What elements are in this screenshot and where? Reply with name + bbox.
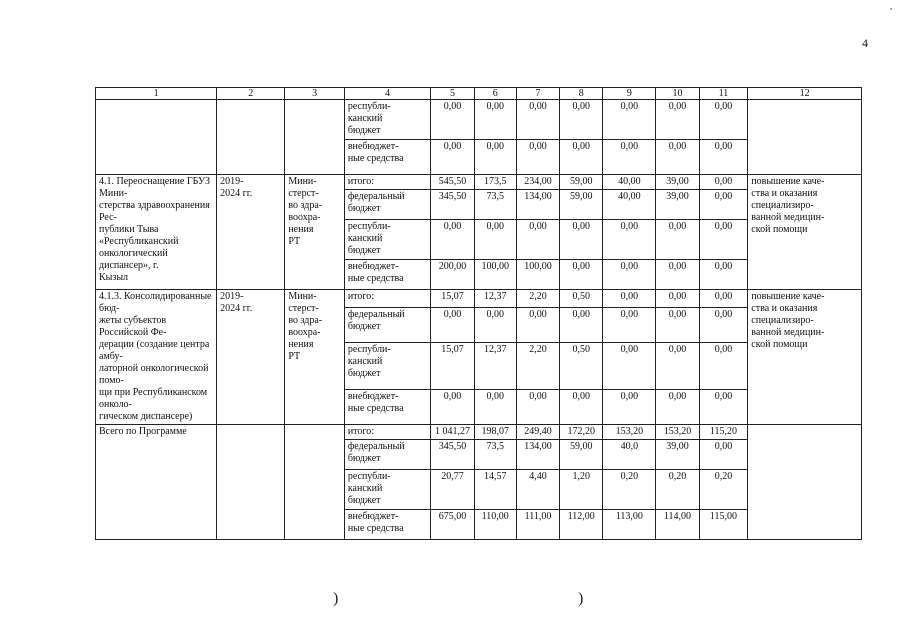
value-cell: 0,00 [656,290,699,308]
value-cell: 39,00 [656,190,699,220]
value-cell: 0,00 [560,260,603,290]
value-cell: 0,00 [474,100,516,140]
handwritten-mark: ) [333,590,339,607]
source-cell: итого: [344,175,431,190]
cont-title-cell [96,100,217,175]
value-cell: 0,00 [431,100,474,140]
value-cell: 40,00 [603,175,656,190]
value-cell: 0,50 [560,290,603,308]
total-period-cell [217,425,285,540]
value-cell: 14,57 [474,470,516,510]
value-cell: 40,00 [603,190,656,220]
value-cell: 114,00 [656,510,699,540]
value-cell: 234,00 [516,175,559,190]
value-cell: 39,00 [656,175,699,190]
value-cell: 0,00 [431,220,474,260]
value-cell: 0,00 [603,290,656,308]
value-cell: 12,37 [474,290,516,308]
header-cell: 9 [603,88,656,100]
table-row [96,100,862,140]
source-cell: республи- канский бюджет [344,100,431,140]
value-cell: 173,5 [474,175,516,190]
value-cell: 0,00 [431,307,474,342]
source-cell: федеральный бюджет [344,440,431,470]
value-cell: 0,00 [560,307,603,342]
header-cell: 1 [96,88,217,100]
value-cell: 153,20 [603,425,656,440]
value-cell: 0,00 [516,100,559,140]
value-cell: 73,5 [474,190,516,220]
table-row [96,290,862,308]
value-cell: 0,00 [656,220,699,260]
value-cell: 545,50 [431,175,474,190]
value-cell: 112,00 [560,510,603,540]
measure-period: 2019- 2024 гг. [217,175,285,290]
table-row [96,425,862,440]
total-result-cell [748,425,862,540]
value-cell: 0,00 [603,389,656,424]
value-cell: 0,20 [699,470,748,510]
value-cell: 345,50 [431,440,474,470]
source-cell: внебюджет- ные средства [344,140,431,175]
header-cell: 2 [217,88,285,100]
value-cell: 115,20 [699,425,748,440]
value-cell: 12,37 [474,342,516,389]
value-cell: 0,00 [474,389,516,424]
value-cell: 0,00 [603,307,656,342]
header-cell: 8 [560,88,603,100]
value-cell: 0,00 [516,140,559,175]
header-cell: 3 [285,88,345,100]
value-cell: 0,00 [699,140,748,175]
value-cell: 113,00 [603,510,656,540]
source-cell: внебюджет- ные средства [344,260,431,290]
header-cell: 6 [474,88,516,100]
value-cell: 0,00 [474,220,516,260]
value-cell: 0,00 [603,342,656,389]
value-cell: 0,00 [699,307,748,342]
value-cell: 100,00 [474,260,516,290]
value-cell: 0,00 [699,190,748,220]
program-funding-table [95,87,862,540]
value-cell: 200,00 [431,260,474,290]
value-cell: 2,20 [516,342,559,389]
value-cell: 1,20 [560,470,603,510]
value-cell: 0,00 [656,100,699,140]
value-cell: 134,00 [516,440,559,470]
value-cell: 20,77 [431,470,474,510]
value-cell: 111,00 [516,510,559,540]
value-cell: 0,00 [656,140,699,175]
value-cell: 0,00 [560,100,603,140]
value-cell: 0,00 [699,175,748,190]
value-cell: 0,00 [699,389,748,424]
value-cell: 153,20 [656,425,699,440]
value-cell: 172,20 [560,425,603,440]
handwritten-mark: ) [578,590,584,607]
value-cell: 0,00 [431,389,474,424]
total-executor-cell [285,425,345,540]
measure-result: повышение каче- ства и оказания специализиро- ванной медицин- ской помощи [748,175,862,290]
value-cell: 59,00 [560,440,603,470]
value-cell: 0,00 [699,342,748,389]
value-cell: 0,00 [603,140,656,175]
value-cell: 134,00 [516,190,559,220]
source-cell: республи- канский бюджет [344,220,431,260]
measure-executor: Мини- стерст- во здра- воохра- нения РТ [285,175,345,290]
header-cell: 7 [516,88,559,100]
value-cell: 0,00 [516,220,559,260]
value-cell: 0,00 [516,307,559,342]
value-cell: 0,00 [656,260,699,290]
value-cell: 4,40 [516,470,559,510]
header-cell: 4 [344,88,431,100]
measure-title: 4.1. Переоснащение ГБУЗ Мини- стерства здравоохранения Рес- публики Тыва «Республиканский онкологический диспансер», г. Кызыл [96,175,217,290]
cont-period-cell [217,100,285,175]
value-cell: 0,00 [699,290,748,308]
source-cell: федеральный бюджет [344,307,431,342]
value-cell: 0,00 [474,140,516,175]
value-cell: 0,00 [603,260,656,290]
value-cell: 100,00 [516,260,559,290]
value-cell: 115,00 [699,510,748,540]
value-cell: 0,00 [656,389,699,424]
scan-dot [890,8,892,10]
value-cell: 0,00 [560,220,603,260]
source-cell: внебюджет- ные средства [344,510,431,540]
source-cell: итого: [344,425,431,440]
header-cell: 5 [431,88,474,100]
value-cell: 0,00 [603,100,656,140]
value-cell: 59,00 [560,190,603,220]
cont-executor-cell [285,100,345,175]
header-row [96,88,862,100]
value-cell: 345,50 [431,190,474,220]
source-cell: федеральный бюджет [344,190,431,220]
value-cell: 0,00 [699,440,748,470]
header-cell: 11 [699,88,748,100]
value-cell: 0,00 [656,342,699,389]
value-cell: 2,20 [516,290,559,308]
value-cell: 0,20 [603,470,656,510]
value-cell: 0,50 [560,342,603,389]
measure-result: повышение каче- ства и оказания специализиро- ванной медицин- ской помощи [748,290,862,425]
value-cell: 59,00 [560,175,603,190]
value-cell: 73,5 [474,440,516,470]
value-cell: 39,00 [656,440,699,470]
value-cell: 15,07 [431,342,474,389]
table-row [96,175,862,190]
source-cell: республи- канский бюджет [344,470,431,510]
value-cell: 110,00 [474,510,516,540]
measure-period: 2019- 2024 гг. [217,290,285,425]
value-cell: 0,00 [699,220,748,260]
value-cell: 198,07 [474,425,516,440]
value-cell: 0,00 [699,100,748,140]
page-number: 4 [862,36,868,50]
value-cell: 15,07 [431,290,474,308]
value-cell: 1 041,27 [431,425,474,440]
program-total-title: Всего по Программе [96,425,217,540]
value-cell: 0,00 [431,140,474,175]
value-cell: 0,20 [656,470,699,510]
value-cell: 0,00 [560,140,603,175]
value-cell: 0,00 [656,307,699,342]
measure-title: 4.1.3. Консолидированные бюд- жеты субъектов Российской Фе- дерации (создание центра амбу- латорной онкологической помо- щи при Республиканском онколо- гическом диспансере) [96,290,217,425]
value-cell: 0,00 [603,220,656,260]
value-cell: 249,40 [516,425,559,440]
value-cell: 0,00 [560,389,603,424]
value-cell: 0,00 [516,389,559,424]
value-cell: 0,00 [474,307,516,342]
source-cell: внебюджет- ные средства [344,389,431,424]
source-cell: республи- канский бюджет [344,342,431,389]
source-cell: итого: [344,290,431,308]
cont-result-cell [748,100,862,175]
value-cell: 40,0 [603,440,656,470]
value-cell: 0,00 [699,260,748,290]
value-cell: 675,00 [431,510,474,540]
header-cell: 12 [748,88,862,100]
measure-executor: Мини- стерст- во здра- воохра- нения РТ [285,290,345,425]
header-cell: 10 [656,88,699,100]
